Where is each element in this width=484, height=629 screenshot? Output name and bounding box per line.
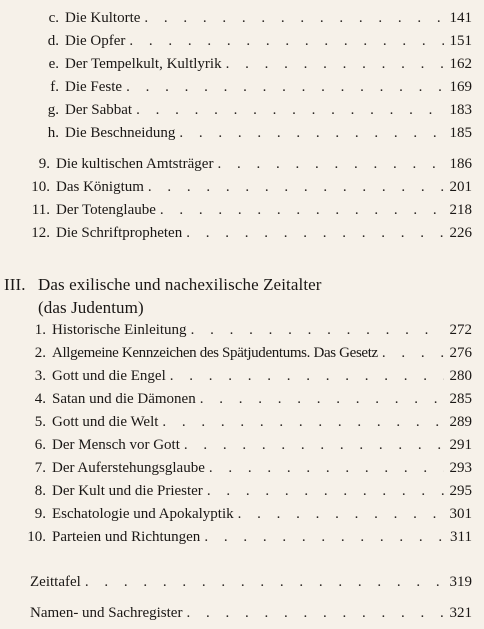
entry-page: 289 [449,414,472,430]
leader-dots [122,80,444,95]
entry-page: 272 [449,322,472,338]
entry-number: 4. [34,391,46,407]
entry-page: 169 [449,79,472,95]
entry-page: 311 [450,529,472,545]
entry-number: c. [48,10,59,26]
toc-entry [0,203,472,226]
entry-page: 226 [449,225,472,241]
entry-number: 9. [34,506,46,522]
toc-entry [0,606,472,629]
entry-title: Gott und die Welt [52,414,159,430]
leader-dots [234,507,444,522]
toc-entry [0,369,472,392]
entry-title: Die Feste [65,79,123,95]
entry-page: 218 [449,202,472,218]
entry-number: 11. [31,202,50,218]
entry-number: 9. [38,156,50,172]
leader-dots [378,346,444,361]
entry-number: f. [50,79,59,95]
entry-number: 6. [34,437,46,453]
entry-number: 10. [27,529,46,545]
toc-entry [0,157,472,180]
leader-dots [166,369,444,384]
chapter-title-line-1: Das exilische und nachexilische Zeitalter [38,275,322,294]
toc-entry [0,323,472,346]
entry-number: 10. [31,179,50,195]
chapter-heading [0,273,484,319]
leader-dots [196,392,444,407]
leader-dots [205,461,444,476]
entry-page: 186 [449,156,472,172]
toc-entry [0,226,472,249]
entry-page: 276 [449,345,472,361]
toc-entry [0,34,472,57]
leader-dots [144,180,444,195]
leader-dots [182,606,444,621]
entry-title: Der Mensch vor Gott [52,437,180,453]
entry-number: 8. [34,483,46,499]
entry-number: d. [47,33,59,49]
entry-title: Die Schriftpropheten [56,225,183,241]
entry-number: 12. [31,225,50,241]
toc-entry [0,461,472,484]
leader-dots [200,530,444,545]
toc-entry [0,11,472,34]
toc-entry [0,80,472,103]
chapter-number: III. [4,275,26,294]
leader-dots [180,438,444,453]
entry-title: Der Auferstehungsglaube [52,460,205,476]
toc-entry [0,103,472,126]
toc-entry [0,57,472,80]
toc-entry [0,438,472,461]
entry-page: 151 [449,33,472,49]
entry-page: 185 [449,125,472,141]
entry-title: Allgemeine Kennzeichen des Spätjudentums. Das Gesetz [52,345,378,361]
entry-title: Eschatologie und Apokalyptik [52,506,234,522]
entry-number: 2. [34,345,46,361]
entry-page: 201 [449,179,472,195]
entry-number: 5. [34,414,46,430]
entry-number: e. [48,56,59,72]
entry-title: Die Kultorte [65,10,141,26]
entry-title: Der Totenglaube [56,202,156,218]
entry-title: Parteien und Richtungen [52,529,201,545]
leader-dots [187,323,444,338]
entry-page: 301 [449,506,472,522]
entry-number: 1. [34,322,46,338]
entry-title: Satan und die Dämonen [52,391,196,407]
leader-dots [182,226,444,241]
leader-dots [125,34,444,49]
entry-title: Die kultischen Amtsträger [56,156,214,172]
leader-dots [140,11,444,26]
entry-page: 141 [449,10,472,26]
entry-number: g. [47,102,59,118]
entry-title: Die Opfer [65,33,126,49]
entry-page: 183 [449,102,472,118]
entry-page: 162 [449,56,472,72]
toc-entry [0,346,472,369]
entry-title: Der Sabbat [65,102,133,118]
entry-page: 285 [449,391,472,407]
entry-title: Namen- und Sachregister [30,605,183,621]
entry-title: Gott und die Engel [52,368,166,384]
toc-entry [0,392,472,415]
leader-dots [81,575,444,590]
toc-entry [0,180,472,203]
entry-number: 3. [34,368,46,384]
toc-entry [0,415,472,438]
entry-title: Der Kult und die Priester [52,483,203,499]
entry-page: 280 [449,368,472,384]
toc-entry [0,126,472,149]
entry-number: h. [47,125,59,141]
leader-dots [203,484,444,499]
entry-number: 7. [34,460,46,476]
entry-page: 319 [449,574,472,590]
entry-title: Die Beschneidung [65,125,176,141]
leader-dots [213,157,444,172]
entry-page: 321 [449,605,472,621]
entry-page: 293 [449,460,472,476]
entry-title: Historische Einleitung [52,322,187,338]
leader-dots [156,203,444,218]
toc-entry [0,484,472,507]
toc-entry [0,575,472,606]
entry-title: Zeittafel [30,574,81,590]
entry-title: Das Königtum [56,179,144,195]
toc-entry [0,507,472,530]
leader-dots [175,126,444,141]
entry-page: 295 [449,483,472,499]
chapter-entries [0,323,484,553]
toc-entry [0,530,472,553]
entry-page: 291 [449,437,472,453]
chapter-title-line-2: (das Judentum) [38,298,144,317]
leader-dots [132,103,444,118]
leader-dots [222,57,444,72]
leader-dots [158,415,444,430]
entry-title: Der Tempelkult, Kultlyrik [65,56,222,72]
